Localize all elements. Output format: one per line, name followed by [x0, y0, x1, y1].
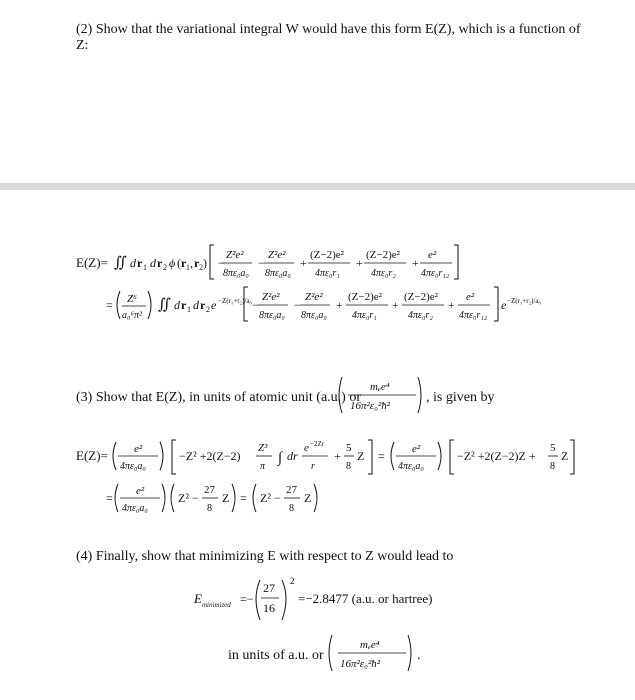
- svg-text:E(Z)=: E(Z)=: [76, 448, 108, 463]
- section-divider: [0, 183, 635, 190]
- svg-text:e²: e²: [466, 291, 475, 303]
- svg-text:e: e: [501, 298, 507, 312]
- svg-text:Z²e²: Z²e²: [305, 291, 323, 303]
- svg-text:mₑe⁴: mₑe⁴: [360, 639, 380, 651]
- svg-text:∬: ∬: [114, 255, 127, 271]
- svg-text:Z²e²: Z²e²: [268, 249, 286, 261]
- svg-text:=: =: [106, 298, 113, 312]
- svg-text:e: e: [211, 298, 217, 312]
- svg-text:Z: Z: [561, 449, 569, 463]
- svg-text:(Z−2)e²: (Z−2)e²: [404, 291, 438, 303]
- svg-text:8πε₀a₀: 8πε₀a₀: [259, 310, 285, 321]
- svg-text:minimized: minimized: [202, 601, 231, 609]
- svg-text:): ): [203, 256, 207, 270]
- svg-text:e: e: [304, 442, 309, 454]
- svg-text:4πε₀r₁₂: 4πε₀r₁₂: [459, 310, 488, 321]
- svg-text:dr: dr: [287, 449, 298, 463]
- svg-text:(Z−2)e²: (Z−2)e²: [310, 249, 344, 261]
- svg-text:27: 27: [263, 581, 275, 595]
- svg-text:4πε₀a₀: 4πε₀a₀: [398, 461, 424, 472]
- svg-text:4πε₀r₂: 4πε₀r₂: [408, 310, 433, 321]
- svg-text:,: ,: [190, 256, 193, 270]
- svg-text:2: 2: [290, 576, 295, 586]
- svg-text:d: d: [174, 298, 180, 312]
- svg-text:(Z−2)e²: (Z−2)e²: [366, 249, 400, 261]
- svg-text:−: −: [218, 256, 225, 270]
- svg-text:5: 5: [550, 442, 556, 454]
- equation-e-of-z-result: [0, 430, 635, 522]
- svg-text:1: 1: [186, 263, 190, 272]
- svg-text:8: 8: [289, 503, 294, 514]
- svg-text:5: 5: [346, 442, 352, 454]
- svg-text:Z: Z: [357, 449, 365, 463]
- svg-text:π: π: [260, 461, 266, 472]
- svg-text:(Z−2)e²: (Z−2)e²: [348, 291, 382, 303]
- svg-text:∬: ∬: [158, 297, 171, 313]
- units-period: .: [417, 648, 421, 663]
- svg-text:Z³: Z³: [258, 442, 268, 454]
- svg-text:E: E: [194, 591, 202, 606]
- svg-text:−: −: [258, 256, 265, 270]
- e-minimized-value: =−2.8477 (a.u. or hartree): [298, 591, 433, 606]
- svg-text:r: r: [181, 298, 187, 312]
- svg-text:+: +: [356, 256, 363, 270]
- part2-line1: (2) Show that the variational integral W would have this form E(Z), which is a function of: [76, 22, 581, 37]
- svg-text:−Z² +2(Z−2)Z +: −Z² +2(Z−2)Z +: [457, 449, 536, 463]
- part3-text: (3) Show that E(Z), in units of atomic unit (a.u.) or: [76, 390, 361, 405]
- svg-text:8: 8: [207, 503, 212, 514]
- svg-text:2: 2: [206, 305, 210, 314]
- svg-text:r: r: [311, 461, 315, 472]
- svg-text:16π²ε₀²ħ²: 16π²ε₀²ħ²: [350, 400, 391, 412]
- equation-e-of-z-integral: [0, 235, 635, 335]
- svg-text:4πε₀a₀: 4πε₀a₀: [122, 503, 148, 514]
- svg-text:mₑe⁴: mₑe⁴: [370, 381, 390, 393]
- svg-text:∫: ∫: [278, 450, 283, 466]
- part4-text: (4) Finally, show that minimizing E with respect to Z would lead to: [76, 549, 454, 564]
- svg-text:Z² −: Z² −: [260, 491, 281, 505]
- svg-text:d: d: [150, 256, 156, 270]
- svg-text:Z²e²: Z²e²: [226, 249, 244, 261]
- svg-text:8πε₀a₀: 8πε₀a₀: [301, 310, 327, 321]
- svg-text:8πε₀a₀: 8πε₀a₀: [265, 268, 291, 279]
- svg-text:1: 1: [187, 305, 191, 314]
- svg-text:Z²e²: Z²e²: [262, 291, 280, 303]
- svg-text:E(Z)=: E(Z)=: [76, 255, 108, 270]
- svg-text:e²: e²: [136, 485, 145, 497]
- svg-text:r: r: [194, 256, 200, 270]
- equation-e-minimized: [0, 572, 635, 628]
- svg-text:+: +: [336, 298, 343, 312]
- svg-text:8: 8: [346, 461, 351, 472]
- svg-text:Z: Z: [222, 491, 230, 505]
- svg-text:4πε₀r₁: 4πε₀r₁: [315, 268, 340, 279]
- svg-text:−Z² +2(Z−2): −Z² +2(Z−2): [179, 449, 241, 463]
- svg-text:=: =: [106, 491, 113, 505]
- svg-text:+: +: [412, 256, 419, 270]
- svg-text:=: =: [240, 491, 247, 505]
- svg-text:4πε₀r₁: 4πε₀r₁: [352, 310, 377, 321]
- svg-text:e²: e²: [428, 249, 437, 261]
- svg-text:4πε₀r₁₂: 4πε₀r₁₂: [421, 268, 450, 279]
- svg-text:−2Zr: −2Zr: [310, 440, 325, 448]
- svg-text:r: r: [137, 256, 143, 270]
- svg-text:e²: e²: [134, 443, 143, 455]
- svg-text:d: d: [130, 256, 136, 270]
- part3-text-after: , is given by: [426, 390, 495, 405]
- svg-text:27: 27: [286, 484, 297, 496]
- svg-text:+: +: [392, 298, 399, 312]
- svg-text:e²: e²: [412, 443, 421, 455]
- svg-text:2: 2: [199, 263, 203, 272]
- svg-text:(: (: [177, 256, 181, 270]
- svg-text:4πε₀r₂: 4πε₀r₂: [371, 268, 396, 279]
- svg-text:d: d: [193, 298, 199, 312]
- svg-text:−Z(r₁+r₂)/a₀: −Z(r₁+r₂)/a₀: [218, 297, 252, 305]
- svg-text:8πε₀a₀: 8πε₀a₀: [223, 268, 249, 279]
- svg-text:+: +: [300, 256, 307, 270]
- svg-text:Z² −: Z² −: [178, 491, 199, 505]
- svg-text:+: +: [448, 298, 455, 312]
- svg-text:+: +: [334, 449, 341, 463]
- svg-text:−Z(r₁+r₂)/a₀: −Z(r₁+r₂)/a₀: [507, 297, 541, 305]
- svg-text:r: r: [157, 256, 163, 270]
- svg-text:=−: =−: [240, 592, 254, 606]
- svg-text:27: 27: [204, 484, 215, 496]
- svg-text:2: 2: [163, 263, 167, 272]
- atomic-unit-fraction-2: [326, 631, 416, 675]
- svg-text:r: r: [181, 256, 187, 270]
- svg-text:16π²ε₀²ħ²: 16π²ε₀²ħ²: [340, 658, 381, 670]
- svg-text:1: 1: [143, 263, 147, 272]
- svg-text:r: r: [200, 298, 206, 312]
- part2-line2: Z:: [76, 38, 89, 53]
- svg-text:−: −: [294, 298, 301, 312]
- svg-text:ϕ: ϕ: [169, 256, 176, 270]
- svg-text:16: 16: [263, 601, 275, 615]
- svg-text:8: 8: [550, 461, 555, 472]
- svg-text:Z⁶: Z⁶: [127, 293, 137, 305]
- svg-text:Z: Z: [304, 491, 312, 505]
- svg-text:4πε₀a₀: 4πε₀a₀: [120, 461, 146, 472]
- units-label: in units of a.u. or: [228, 648, 324, 663]
- svg-text:−: −: [252, 298, 259, 312]
- svg-text:a₀⁶π²: a₀⁶π²: [122, 310, 142, 321]
- atomic-unit-fraction: [336, 373, 426, 417]
- svg-text:=: =: [378, 449, 385, 463]
